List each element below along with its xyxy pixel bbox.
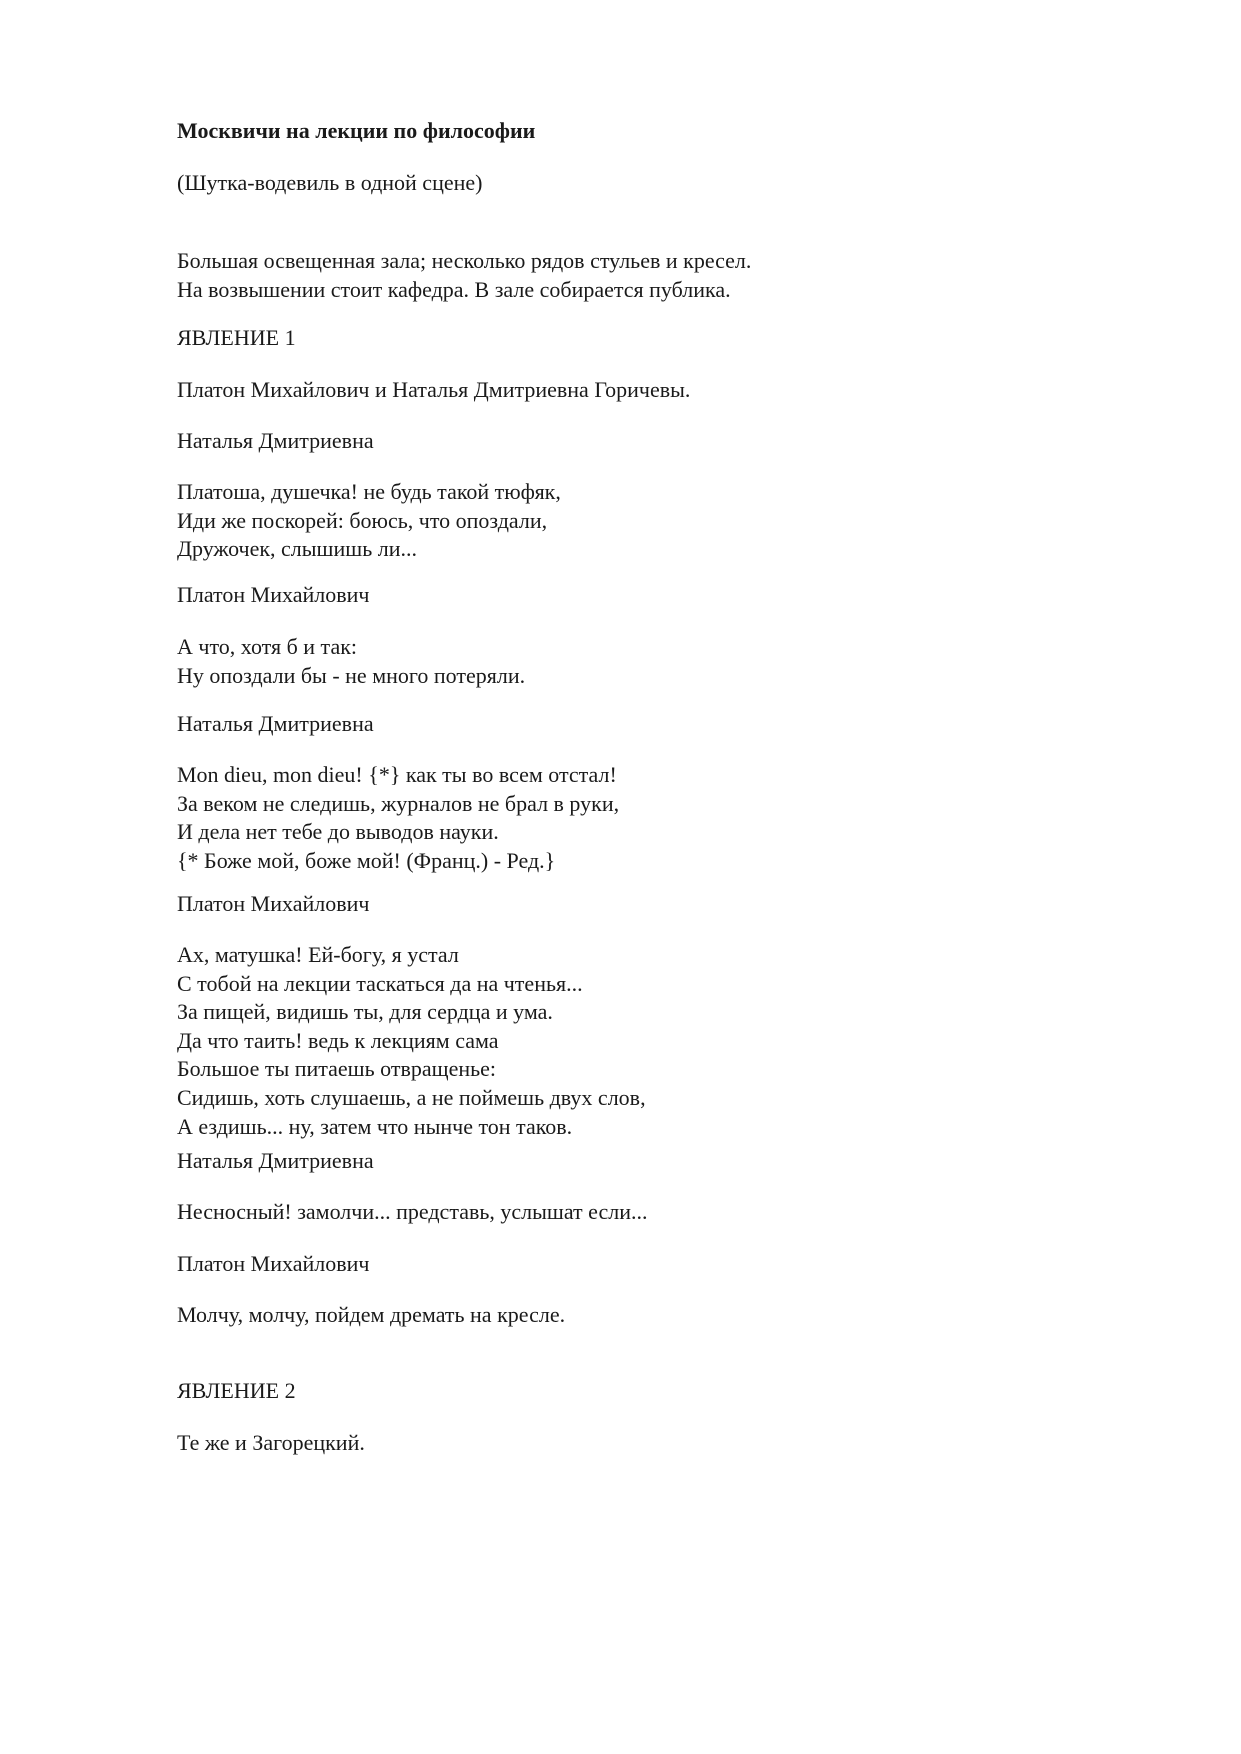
verse-line: Сидишь, хоть слушаешь, а не поймешь двух слов, <box>177 1084 646 1110</box>
verse-line: Дружочек, слышишь ли... <box>177 536 417 562</box>
verse-line: И дела нет тебе до выводов науки. <box>177 819 499 845</box>
speech-text <box>177 633 525 690</box>
verse-line: Большое ты питаешь отвращенье: <box>177 1056 497 1082</box>
speaker-name: Платон Михайлович <box>177 891 370 916</box>
speaker-name: Платон Михайлович <box>177 582 370 607</box>
speaker-name: Платон Михайлович <box>177 1251 370 1276</box>
verse-line: А ездишь... ну, затем что нынче тон таков. <box>177 1113 573 1139</box>
verse-line: За пищей, видишь ты, для сердца и ума. <box>177 999 553 1025</box>
speech-text <box>177 1301 565 1330</box>
speaker-name: Наталья Дмитриевна <box>177 711 374 736</box>
scene-cast-2: Те же и Загорецкий. <box>177 1430 365 1455</box>
stage-direction-line: На возвышении стоит кафедра. В зале собирается публика. <box>177 276 731 302</box>
speech-text <box>177 1198 648 1227</box>
verse-line: С тобой на лекции таскаться да на чтенья... <box>177 970 583 996</box>
verse-line: За веком не следишь, журналов не брал в руки, <box>177 790 620 816</box>
speech-text <box>177 941 646 1141</box>
verse-line: Молчу, молчу, пойдем дремать на кресле. <box>177 1302 566 1327</box>
verse-line: Иди же поскорей: боюсь, что опоздали, <box>177 507 548 533</box>
verse-line: А что, хотя б и так: <box>177 634 358 659</box>
document-title: Москвичи на лекции по философии <box>177 118 536 143</box>
speech-text <box>177 761 619 875</box>
speech-text <box>177 478 561 564</box>
document-subtitle: (Шутка-водевиль в одной сцене) <box>177 170 483 195</box>
scene-cast-1: Платон Михайлович и Наталья Дмитриевна Горичевы. <box>177 377 691 402</box>
verse-line: Да что таить! ведь к лекциям сама <box>177 1027 499 1053</box>
footnote: {* Боже мой, боже мой! (Франц.) - Ред.} <box>177 847 556 873</box>
verse-line: Ах, матушка! Ей-богу, я устал <box>177 942 459 967</box>
speaker-name: Наталья Дмитриевна <box>177 1148 374 1173</box>
stage-direction <box>177 247 751 304</box>
verse-line: Платоша, душечка! не будь такой тюфяк, <box>177 479 561 504</box>
verse-line: Несносный! замолчи... представь, услышат если... <box>177 1199 648 1224</box>
stage-direction-line: Большая освещенная зала; несколько рядов стульев и кресел. <box>177 248 752 273</box>
verse-line: Ну опоздали бы - не много потеряли. <box>177 662 526 688</box>
verse-line: Mon dieu, mon dieu! {*} как ты во всем отстал! <box>177 762 617 787</box>
speaker-name: Наталья Дмитриевна <box>177 428 374 453</box>
scene-heading-1: ЯВЛЕНИЕ 1 <box>177 325 296 350</box>
scene-heading-2: ЯВЛЕНИЕ 2 <box>177 1378 296 1403</box>
